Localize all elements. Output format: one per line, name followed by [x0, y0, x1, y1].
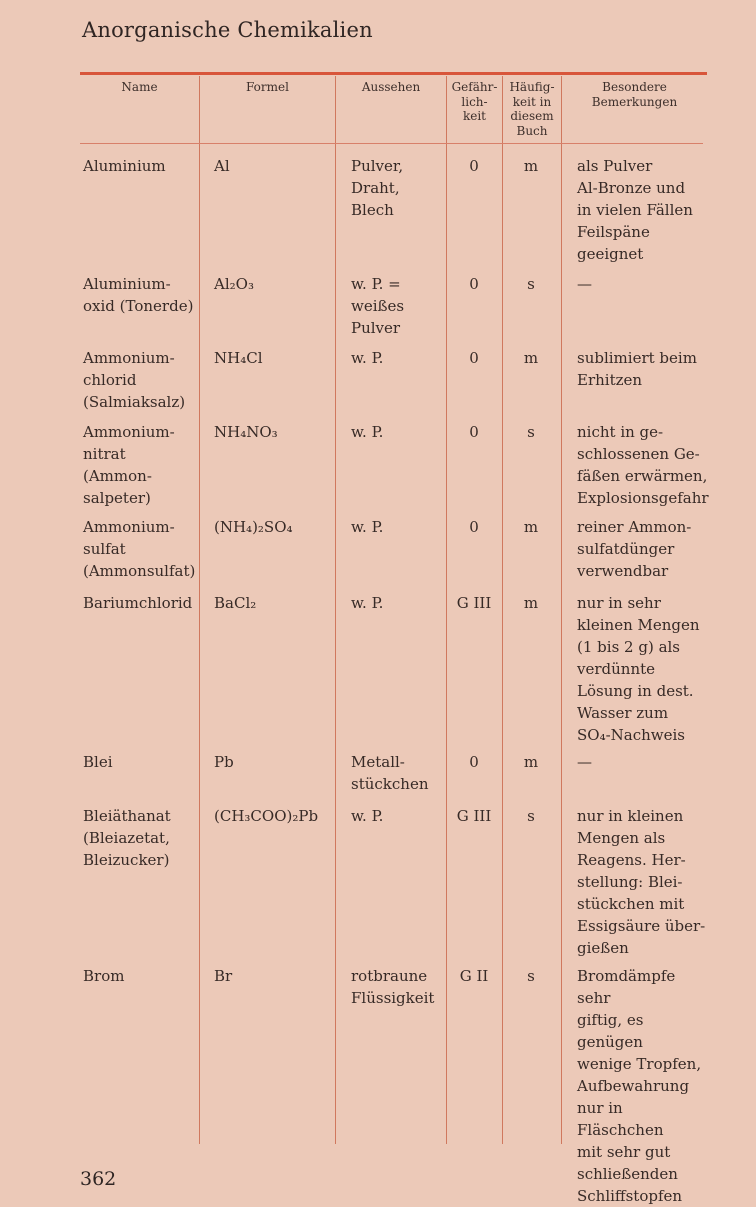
row-7-name: Bleiäthanat (Bleiazetat, Bleizucker) [83, 807, 171, 869]
header-haeufigkeit: Häufig- keit in diesem Buch [509, 80, 555, 138]
row-2-name: Ammonium- chlorid (Salmiaksalz) [83, 349, 186, 411]
row-3-gefaehrlichkeit: 0 [469, 423, 479, 441]
row-5-haeufigkeit: m [523, 594, 539, 612]
row-7-aussehen: w. P. [351, 807, 384, 825]
row-4-bemerkungen: reiner Ammon- sulfatdünger verwendbar [577, 518, 692, 580]
row-1-name: Aluminium- oxid (Tonerde) [83, 275, 194, 315]
table-top-rule [80, 72, 707, 75]
row-6-gefaehrlichkeit: 0 [469, 753, 479, 771]
row-1-aussehen: w. P. = weißes Pulver [351, 275, 405, 337]
row-8-name: Brom [83, 967, 125, 985]
row-7-haeufigkeit: s [527, 807, 535, 825]
row-1-gefaehrlichkeit: 0 [469, 275, 479, 293]
row-6-bemerkungen: — [577, 753, 592, 771]
row-0-aussehen: Pulver, Draht, Blech [351, 157, 404, 219]
row-3-formel: NH₄NO₃ [214, 423, 278, 441]
row-5-bemerkungen: nur in sehr kleinen Mengen (1 bis 2 g) als verdünnte Lösung in dest. Wasser zum SO₄-Nachweis [577, 594, 700, 744]
page-number: 362 [80, 1168, 117, 1190]
row-2-haeufigkeit: m [523, 349, 539, 367]
row-6-aussehen: Metall- stückchen [351, 753, 429, 793]
row-0-haeufigkeit: m [523, 157, 539, 175]
header-bemerkungen: Besondere Bemerkungen [591, 80, 678, 109]
row-1-formel: Al₂O₃ [214, 275, 254, 293]
row-8-bemerkungen: Bromdämpfe sehr giftig, es genügen wenige Tropfen, Aufbewahrung nur in Fläschchen mit sehr gut schließenden Schliffstopfen [577, 967, 702, 1205]
row-3-name: Ammonium- nitrat (Ammon- salpeter) [83, 423, 175, 507]
row-2-formel: NH₄Cl [214, 349, 263, 367]
row-6-haeufigkeit: m [523, 753, 539, 771]
header-gefaehrlichkeit: Gefähr- lich- keit [451, 80, 498, 123]
row-5-gefaehrlichkeit: G III [456, 594, 492, 612]
row-8-aussehen: rotbraune Flüssigkeit [351, 967, 435, 1007]
row-7-formel: (CH₃COO)₂Pb [214, 807, 319, 825]
header-formel: Formel [246, 80, 289, 94]
row-4-aussehen: w. P. [351, 518, 384, 536]
row-4-formel: (NH₄)₂SO₄ [214, 518, 293, 536]
row-5-formel: BaCl₂ [214, 594, 257, 612]
row-1-haeufigkeit: s [527, 275, 535, 293]
row-7-gefaehrlichkeit: G III [456, 807, 492, 825]
column-divider-2 [335, 76, 336, 1144]
row-4-haeufigkeit: m [523, 518, 539, 536]
header-aussehen: Aussehen [361, 80, 421, 94]
row-7-bemerkungen: nur in kleinen Mengen als Reagens. Her- stellung: Blei- stückchen mit Essigsäure über- gießen [577, 807, 706, 957]
row-6-name: Blei [83, 753, 113, 771]
column-divider-5 [561, 76, 562, 1144]
page-title: Anorganische Chemikalien [82, 18, 373, 42]
row-2-aussehen: w. P. [351, 349, 384, 367]
row-6-formel: Pb [214, 753, 234, 771]
row-4-gefaehrlichkeit: 0 [469, 518, 479, 536]
row-0-name: Aluminium [83, 157, 166, 175]
row-5-name: Bariumchlorid [83, 594, 193, 612]
row-8-gefaehrlichkeit: G II [459, 967, 489, 985]
row-3-aussehen: w. P. [351, 423, 384, 441]
row-3-bemerkungen: nicht in ge- schlossenen Ge- fäßen erwärmen, Explosionsgefahr [577, 423, 709, 507]
row-0-bemerkungen: als Pulver Al-Bronze und in vielen Fällen Feilspäne geeignet [577, 157, 693, 263]
row-5-aussehen: w. P. [351, 594, 384, 612]
row-2-gefaehrlichkeit: 0 [469, 349, 479, 367]
row-1-bemerkungen: — [577, 275, 592, 293]
row-0-formel: Al [214, 157, 230, 175]
row-3-haeufigkeit: s [527, 423, 535, 441]
row-4-name: Ammonium- sulfat (Ammonsulfat) [83, 518, 196, 580]
header-name: Name [121, 80, 158, 94]
table-header-rule [80, 143, 703, 144]
row-2-bemerkungen: sublimiert beim Erhitzen [577, 349, 697, 389]
row-8-formel: Br [214, 967, 233, 985]
row-0-gefaehrlichkeit: 0 [469, 157, 479, 175]
row-8-haeufigkeit: s [527, 967, 535, 985]
